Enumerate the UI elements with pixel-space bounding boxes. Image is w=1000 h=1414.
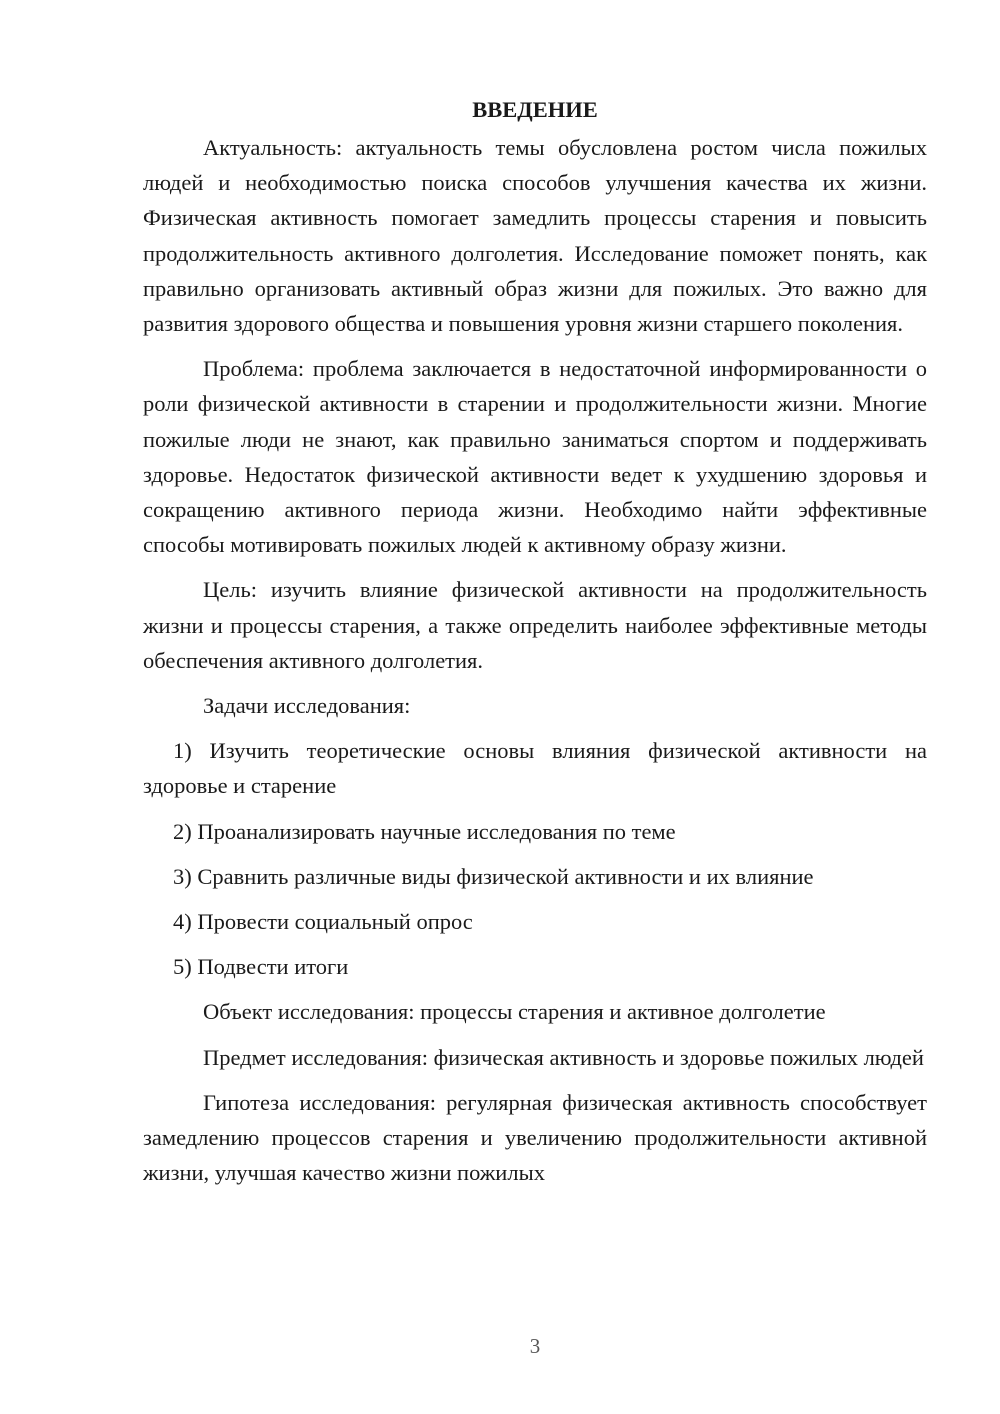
hypothesis-paragraph: Гипотеза исследования: регулярная физическая активность способствует замедлению процессов старения и увеличению продолжительности активной жизни, улучшая качество жизни пожилых bbox=[143, 1089, 927, 1186]
page-title: ВВЕДЕНИЕ bbox=[472, 97, 598, 122]
problem-paragraph: Проблема: проблема заключается в недостаточной информированности о роли физической активности в старении и продолжительности жизни. Многие пожилые люди не знают, как правильно заниматься спортом и поддерживать здоровье. Недостаток физической активности ведет к ухудшению здоровья и сокращению активного периода жизни. Необходимо найти эффективные способы мотивировать пожилых людей к активному образу жизни. bbox=[143, 356, 927, 558]
subject-paragraph: Предмет исследования: физическая активность и здоровье пожилых людей bbox=[203, 1044, 924, 1070]
relevance-paragraph: Актуальность: актуальность темы обусловлена ростом числа пожилых людей и необходимостью поиска способов улучшения качества их жизни. Физическая активность помогает замедлить процессы старения и повысить продолжительность активного долголетия. Исследование поможет понять, как правильно организовать активный образ жизни для пожилых. Это важно для развития здорового общества и повышения уровня жизни старшего поколения. bbox=[143, 135, 927, 337]
task-item: 2) Проанализировать научные исследования по теме bbox=[173, 818, 676, 844]
page-number: 3 bbox=[529, 1334, 541, 1358]
object-paragraph: Объект исследования: процессы старения и активное долголетие bbox=[203, 999, 826, 1025]
page-body bbox=[143, 92, 927, 1200]
task-item: 1) Изучить теоретические основы влияния физической активности на здоровье и старение bbox=[143, 738, 927, 799]
task-item: 3) Сравнить различные виды физической активности и их влияние bbox=[173, 863, 814, 889]
task-item: 4) Провести социальный опрос bbox=[173, 909, 473, 935]
goal-paragraph: Цель: изучить влияние физической активности на продолжительность жизни и процессы старения, а также определить наиболее эффективные методы обеспечения активного долголетия. bbox=[143, 577, 927, 673]
task-item: 5) Подвести итоги bbox=[173, 954, 349, 980]
tasks-heading: Задачи исследования: bbox=[203, 693, 411, 719]
